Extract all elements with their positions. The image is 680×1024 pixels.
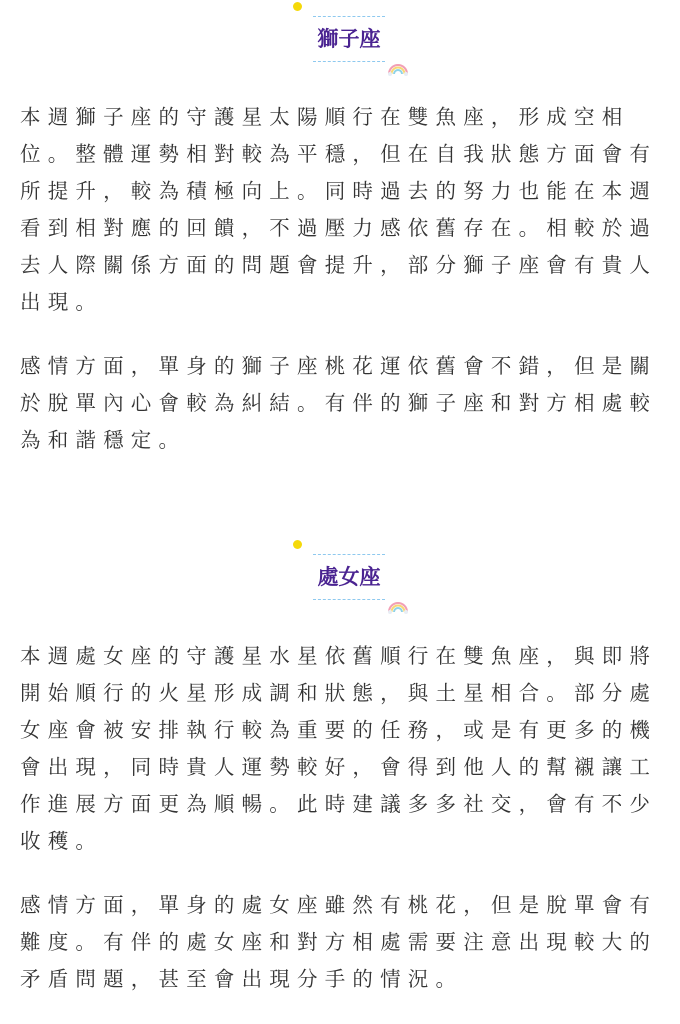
paragraph-fortune: 本週獅子座的守護星太陽順行在雙魚座，形成空相位。整體運勢相對較為平穩，但在自我狀態方面會有所提升，較為積極向上。同時過去的努力也能在本週看到相對應的回饋，不過壓力感依舊存在。相較於過去人際關係方面的問題會提升，部分獅子座會有貴人出現。 (20, 105, 658, 314)
section-title: 處女座 (317, 565, 381, 589)
section-header (0, 538, 680, 618)
dashed-divider-bottom (313, 61, 385, 62)
dashed-divider-bottom (313, 599, 385, 600)
yellow-dot-icon (293, 540, 302, 549)
section-virgo (0, 538, 680, 991)
rainbow-icon (387, 62, 409, 76)
section-header (0, 0, 680, 80)
yellow-dot-icon (293, 2, 302, 11)
dashed-divider-top (313, 16, 385, 17)
section-title: 獅子座 (317, 27, 381, 51)
rainbow-icon (387, 600, 409, 614)
dashed-divider-top (313, 554, 385, 555)
paragraph-love: 感情方面，單身的獅子座桃花運依舊會不錯，但是關於脫單內心會較為糾結。有伴的獅子座和對方相處較為和諧穩定。 (20, 354, 658, 452)
paragraph-fortune: 本週處女座的守護星水星依舊順行在雙魚座，與即將開始順行的火星形成調和狀態，與土星相合。部分處女座會被安排執行較為重要的任務，或是有更多的機會出現，同時貴人運勢較好，會得到他人的幫襯讓工作進展方面更為順暢。此時建議多多社交，會有不少收穫。 (20, 644, 658, 853)
section-leo (0, 0, 680, 452)
paragraph-love: 感情方面，單身的處女座雖然有桃花，但是脫單會有難度。有伴的處女座和對方相處需要注意出現較大的矛盾問題，甚至會出現分手的情況。 (20, 893, 658, 991)
